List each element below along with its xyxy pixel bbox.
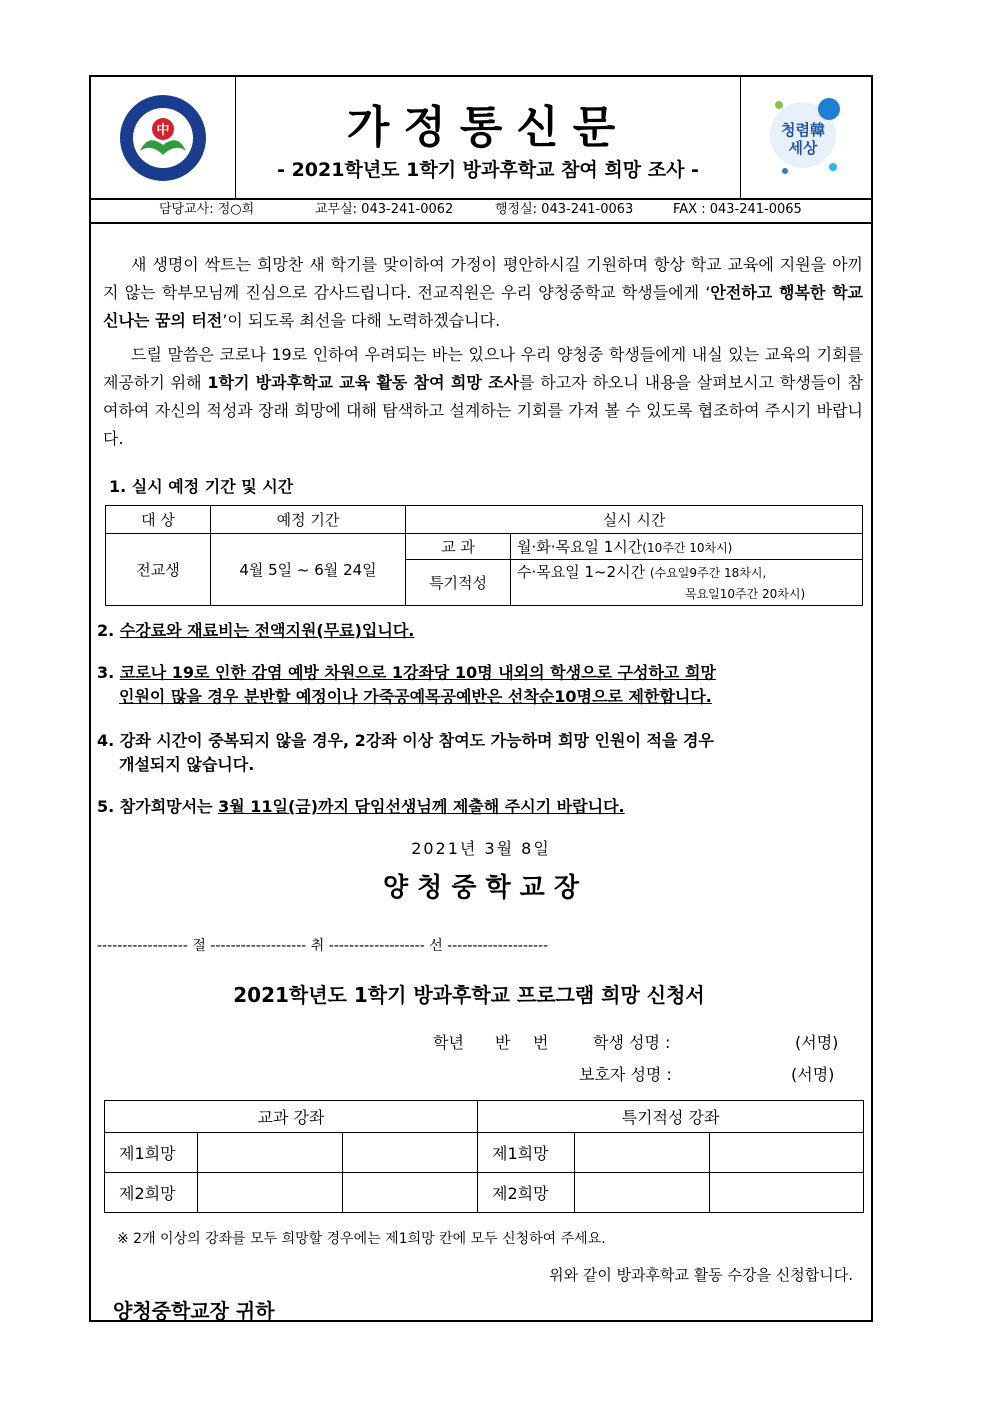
subject-time: 월·화·목요일 1시간 bbox=[517, 538, 643, 556]
admin-phone: 행정실: 043-241-0063 bbox=[495, 202, 634, 217]
wish-1-label: 제1희망 bbox=[478, 1133, 575, 1173]
cut-line: ------------------ 절 ------------------- 취 ------------------- 선 -------------------- bbox=[97, 938, 549, 954]
col-time: 실시 시간 bbox=[406, 506, 863, 534]
notice-3 bbox=[97, 661, 716, 709]
svg-text:中: 中 bbox=[156, 123, 170, 138]
student-name-label: 학생 성명 : bbox=[593, 1033, 671, 1052]
notice-4-line-2: 개설되지 않습니다. bbox=[119, 755, 255, 774]
school-logo-cell bbox=[91, 77, 236, 198]
special-time-note-2: 목요일10주간 20차시) bbox=[685, 586, 806, 601]
wish-2-label: 제2희망 bbox=[105, 1173, 198, 1213]
contact-bar bbox=[91, 198, 871, 224]
teacher-contact: 담당교사: 정○희 bbox=[159, 202, 255, 217]
special-wish-1-input-a[interactable] bbox=[575, 1133, 710, 1173]
grade-label: 학년 bbox=[433, 1033, 464, 1052]
notice-number: 3. bbox=[97, 663, 120, 682]
number-label: 번 bbox=[533, 1033, 549, 1052]
intro-text: 새 생명이 싹트는 희망찬 새 학기를 맞이하여 가정이 평안하시길 기원하며 항상 학교 교육에 지원을 아끼지 않는 학부모님께 진심으로 감사드립니다. 전교직원은 우리 양청중학교 학생들에게 ‘ bbox=[103, 255, 863, 302]
office-phone: 교무실: 043-241-0062 bbox=[315, 202, 454, 217]
intro-paragraph-2 bbox=[103, 341, 863, 453]
notice-number: 2. bbox=[97, 621, 120, 640]
subject-time-note: (10주간 10차시) bbox=[642, 541, 733, 555]
svg-text:청렴韓: 청렴韓 bbox=[781, 121, 825, 139]
special-time: 수·목요일 1~2시간 bbox=[517, 562, 646, 581]
parent-name-label: 보호자 성명 : bbox=[579, 1065, 672, 1084]
wish-table bbox=[104, 1100, 864, 1213]
notice-2 bbox=[97, 619, 414, 643]
special-wish-2-input-a[interactable] bbox=[575, 1173, 710, 1213]
special-wish-2-input-b[interactable] bbox=[710, 1173, 864, 1213]
class-label: 반 bbox=[495, 1033, 511, 1052]
notice-2-text: 수강료와 재료비는 전액지원(무료)입니다. bbox=[119, 621, 415, 640]
col-period: 예정 기간 bbox=[211, 506, 406, 534]
form-note: ※ 2개 이상의 강좌를 모두 희망할 경우에는 제1희망 칸에 모두 신청하여 주세요. bbox=[117, 1231, 606, 1247]
survey-name: 1학기 방과후학교 교육 활동 참여 희망 조사 bbox=[207, 373, 520, 392]
intro-text: 를 하고자 하오니 내용을 살펴보시고 학생들이 참여하여 자신의 적성과 장래 희망에 대해 탐색하고 설계하는 기회를 가져 볼 수 있도록 협조하여 주시기 바랍니다. bbox=[103, 373, 863, 448]
special-type-cell: 특기적성 bbox=[406, 560, 511, 606]
col-special-course: 특기적성 강좌 bbox=[478, 1101, 864, 1133]
intro-paragraph-1 bbox=[103, 251, 863, 335]
document-frame bbox=[89, 75, 873, 1322]
notice-3-line-1: 코로나 19로 인한 감염 예방 차원으로 1강좌당 10명 내외의 학생으로 구성하고 희망 bbox=[119, 663, 716, 682]
subject-wish-1-input-a[interactable] bbox=[198, 1133, 343, 1173]
addressee: 양청중학교장 귀하 bbox=[113, 1299, 275, 1323]
subject-time-cell bbox=[511, 534, 863, 560]
special-wish-1-input-b[interactable] bbox=[710, 1133, 864, 1173]
intro-text: 드릴 말씀은 코로나 19로 인하여 우려되는 바는 있으나 우리 양청중 학생들에게 내실 있는 교육의 기회를 제공하기 위해 bbox=[103, 345, 863, 392]
school-motto: 안전하고 행복한 학교 신나는 꿈의 터전 bbox=[103, 283, 864, 330]
subject-wish-1-input-b[interactable] bbox=[343, 1133, 478, 1173]
special-time-note-1: (수요일9주간 18차시, bbox=[649, 565, 767, 580]
notice-4 bbox=[97, 729, 714, 777]
issue-date: 2021년 3월 8일 bbox=[411, 839, 551, 858]
notice-number: 5. 참가희망서는 bbox=[97, 797, 219, 816]
wish-2-label: 제2희망 bbox=[478, 1173, 575, 1213]
subject-wish-2-input-a[interactable] bbox=[198, 1173, 343, 1213]
school-logo-icon bbox=[118, 93, 208, 183]
col-target: 대 상 bbox=[106, 506, 211, 534]
notice-4-line-1: 4. 강좌 시간이 중복되지 않을 경우, 2강좌 이상 참여도 가능하며 희망 인원이 적을 경우 bbox=[97, 731, 714, 750]
col-subject-course: 교과 강좌 bbox=[105, 1101, 478, 1133]
form-title: 2021학년도 1학기 방과후학교 프로그램 희망 신청서 bbox=[233, 983, 705, 1007]
subject-wish-2-input-b[interactable] bbox=[343, 1173, 478, 1213]
notice-5-text: 3월 11일(금)까지 담임선생님께 제출해 주시기 바랍니다. bbox=[218, 797, 625, 816]
subject-type-cell: 교 과 bbox=[406, 534, 511, 560]
page-title: 가정통신문 bbox=[346, 102, 630, 153]
parent-sign-label: (서명) bbox=[791, 1065, 835, 1084]
section-1-heading: 1. 실시 예정 기간 및 시간 bbox=[109, 477, 294, 496]
integrity-logo-cell bbox=[740, 77, 871, 198]
notice-3-line-2: 인원이 많을 경우 분반할 예정이나 가죽공예목공예반은 선착순10명으로 제한합니다. bbox=[119, 687, 712, 706]
target-cell: 전교생 bbox=[106, 534, 211, 606]
schedule-table bbox=[105, 505, 863, 606]
integrity-logo-icon bbox=[763, 93, 849, 183]
page-subtitle: - 2021학년도 1학기 방과후학교 참여 희망 조사 - bbox=[277, 159, 699, 181]
special-time-cell bbox=[511, 560, 863, 606]
principal-name: 양 청 중 학 교 장 bbox=[383, 873, 579, 903]
student-sign-label: (서명) bbox=[795, 1033, 839, 1052]
notice-5 bbox=[97, 795, 625, 819]
application-statement: 위와 같이 방과후학교 활동 수강을 신청합니다. bbox=[549, 1266, 853, 1284]
period-cell: 4월 5일 ~ 6월 24일 bbox=[211, 534, 406, 606]
fax-number: FAX : 043-241-0065 bbox=[673, 202, 802, 217]
intro-text: ’이 되도록 최선을 다해 노력하겠습니다. bbox=[222, 311, 501, 330]
letterhead bbox=[91, 77, 871, 200]
svg-text:세상: 세상 bbox=[788, 139, 818, 157]
wish-1-label: 제1희망 bbox=[105, 1133, 198, 1173]
